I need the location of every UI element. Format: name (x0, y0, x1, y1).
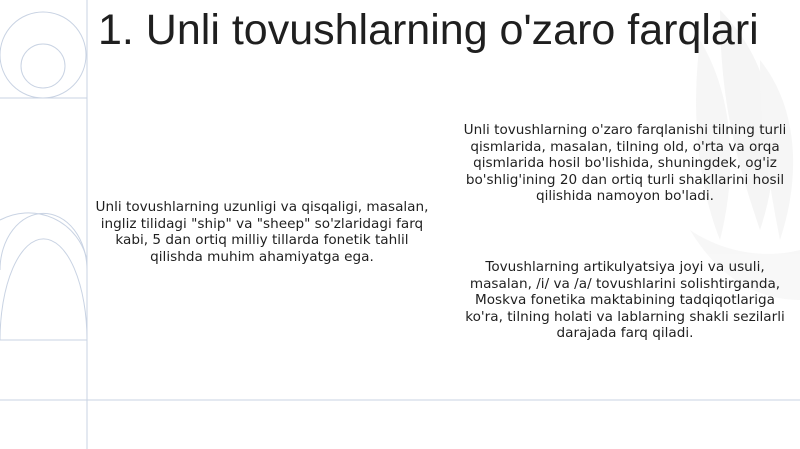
slide-title: 1. Unli tovushlarning o'zaro farqlari (98, 6, 759, 54)
left-paragraph: Unli tovushlarning uzunligi va qisqaligi, masalan, ingliz tilidagi "ship" va "sheep" so'zlaridagi farq kabi, 5 dan ortiq milliy tillarda fonetik tahlil qilishda muhim ahamiyatga ega. (95, 199, 429, 265)
right-paragraph-1: Unli tovushlarning o'zaro farqlanishi tilning turli qismlarida, masalan, tilning old, o'rta va orqa qismlarida hosil bo'lishida, shuningdek, og'iz bo'shlig'ining 20 dan ortiq turli shakllarini hosil qilishida namoyon bo'ladi. (463, 122, 787, 204)
right-paragraph-2: Tovushlarning artikulyatsiya joyi va usuli, masalan, /i/ va /a/ tovushlarini solishtirganda, Moskva fonetika maktabining tadqiqotlariga ko'ra, tilning holati va lablarning shakli sezilarli darajada farq qiladi. (465, 259, 785, 341)
